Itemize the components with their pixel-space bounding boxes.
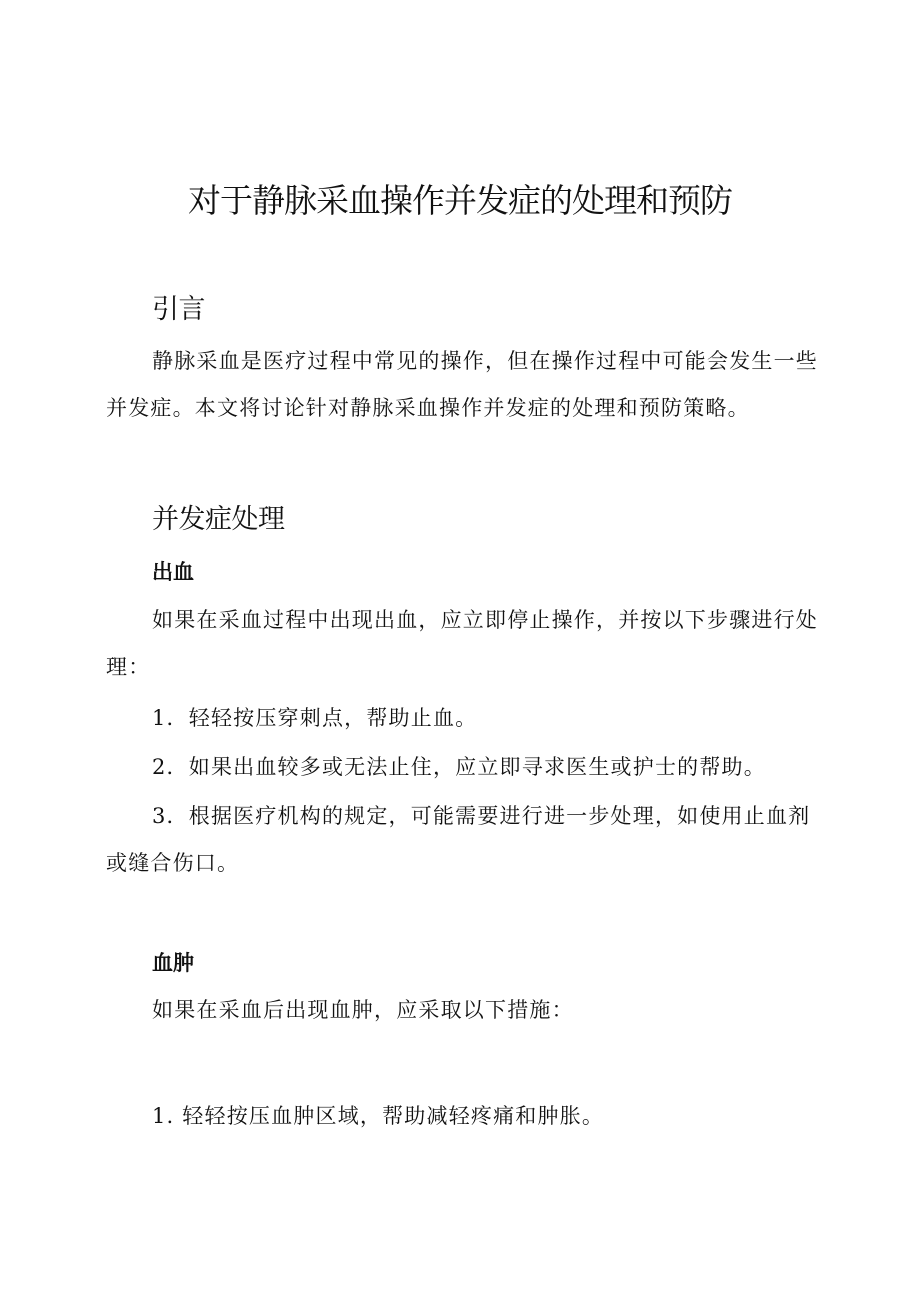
bleeding-step-3: 3．根据医疗机构的规定，可能需要进行进一步处理，如使用止血剂或缝合伤口。	[106, 804, 811, 875]
intro-heading: 引言	[152, 294, 205, 325]
complications-heading: 并发症处理	[152, 504, 285, 535]
hematoma-step-1: 1. 轻轻按压血肿区域，帮助减轻疼痛和肿胀。	[152, 1104, 605, 1128]
intro-paragraph: 静脉采血是医疗过程中常见的操作，但在操作过程中可能会发生一些并发症。本文将讨论针对静脉采血操作并发症的处理和预防策略。	[106, 349, 818, 420]
page-title: 对于静脉采血操作并发症的处理和预防	[188, 181, 732, 220]
bleeding-step-1: 1．轻轻按压穿刺点，帮助止血。	[152, 706, 478, 730]
hematoma-heading: 血肿	[152, 951, 194, 975]
bleeding-step-2: 2．如果出血较多或无法止住，应立即寻求医生或护士的帮助。	[152, 755, 766, 779]
bleeding-paragraph: 如果在采血过程中出现出血，应立即停止操作，并按以下步骤进行处理：	[106, 608, 818, 679]
bleeding-heading: 出血	[152, 560, 194, 584]
hematoma-paragraph: 如果在采血后出现血肿，应采取以下措施：	[152, 998, 574, 1022]
